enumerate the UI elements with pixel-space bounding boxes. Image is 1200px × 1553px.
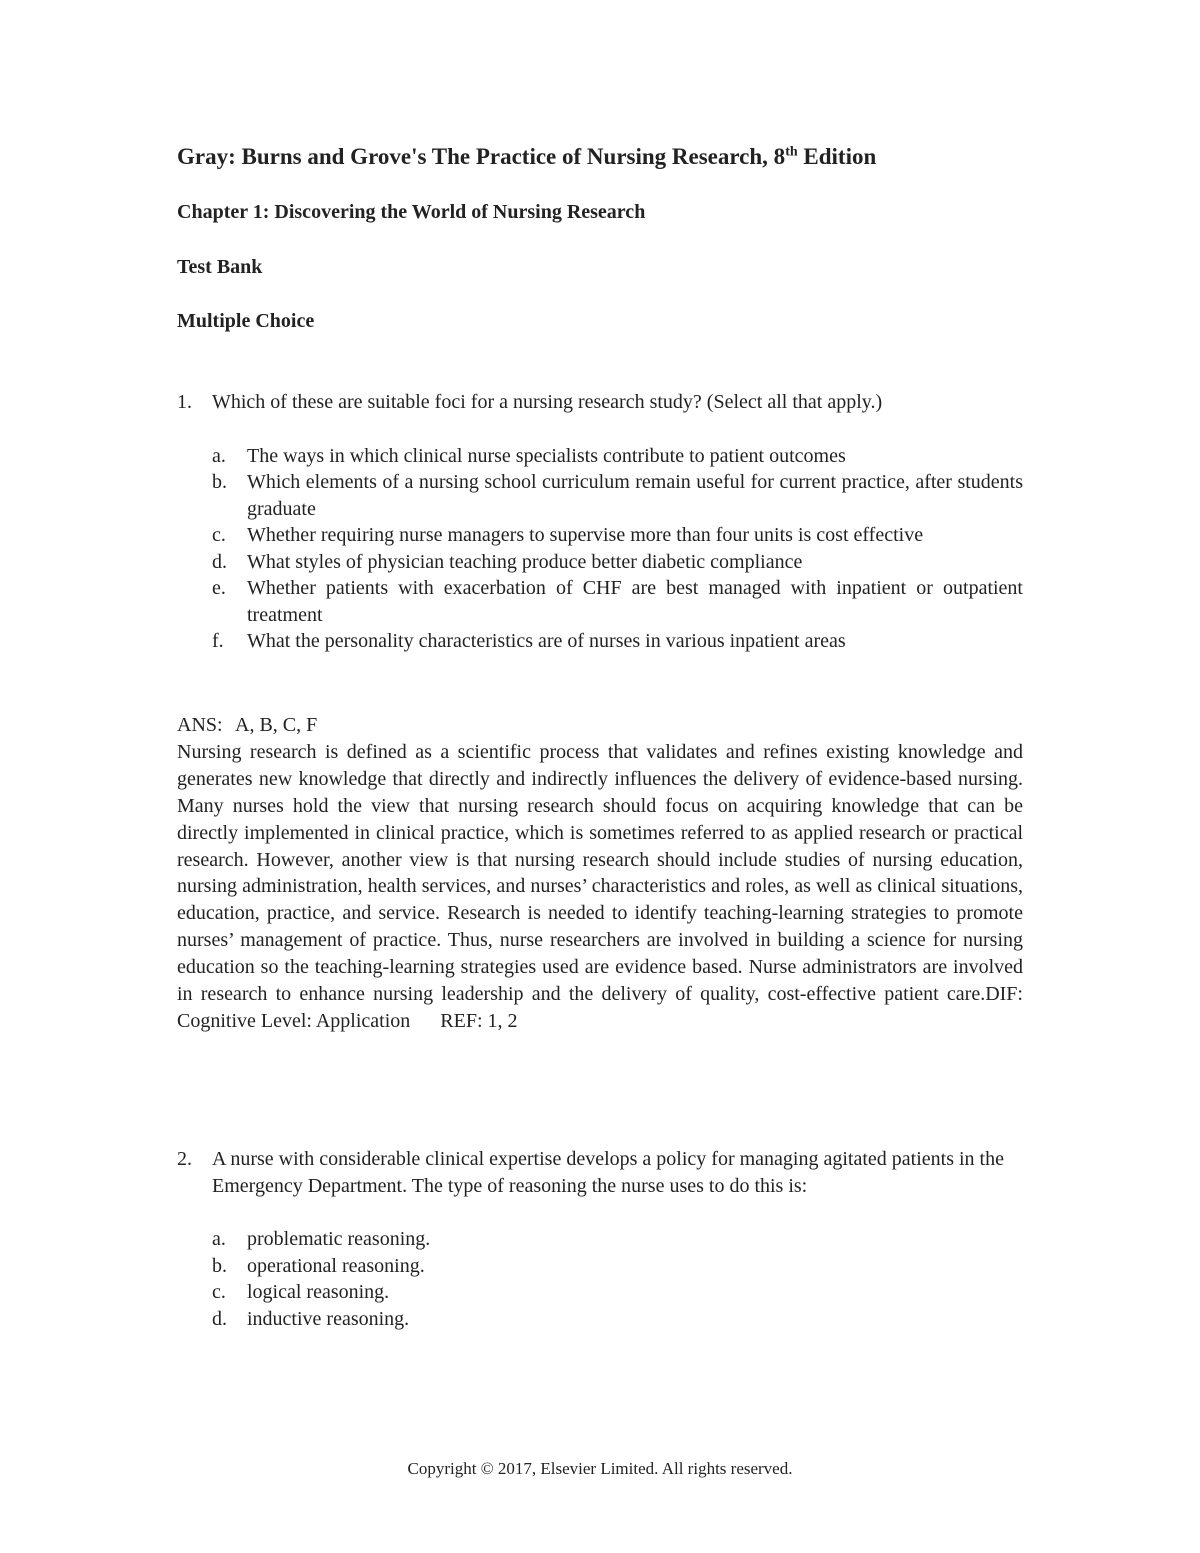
title-suffix: Edition	[797, 144, 877, 169]
option-letter: d.	[212, 1307, 227, 1330]
option-letter: a.	[212, 444, 226, 467]
question-stem: A nurse with considerable clinical expertise develops a policy for managing agitated patients in the Emergency Department. The type of reasoning the nurse uses to do this is:	[212, 1148, 1004, 1197]
option-e	[212, 575, 1023, 628]
question-1	[177, 389, 1023, 655]
difficulty-label: DIF: Cognitive Level: Application	[177, 983, 1023, 1032]
option-letter: b.	[212, 1254, 227, 1277]
option-f	[212, 628, 1023, 655]
question-number: 1.	[177, 391, 192, 413]
option-d	[212, 1306, 1023, 1333]
answer-label: ANS:	[177, 714, 223, 736]
option-b	[212, 469, 1023, 522]
option-c	[212, 522, 1023, 549]
option-text: logical reasoning.	[247, 1281, 390, 1303]
document-title	[177, 142, 876, 172]
option-text: operational reasoning.	[247, 1254, 425, 1277]
answer-value: A, B, C, F	[235, 714, 318, 736]
option-text: inductive reasoning.	[247, 1307, 410, 1330]
question-stem: Which of these are suitable foci for a nursing research study? (Select all that apply.)	[212, 391, 883, 413]
rationale	[177, 739, 1023, 1035]
reference-label: REF: 1, 2	[440, 1009, 518, 1032]
option-letter: c.	[212, 1281, 226, 1303]
chapter-heading: Chapter 1: Discovering the World of Nursing Research	[177, 201, 646, 223]
answer-options	[212, 1226, 1023, 1332]
option-text: Which elements of a nursing school curriculum remain useful for current practice, after students graduate	[247, 471, 1023, 520]
option-letter: f.	[212, 630, 224, 652]
copyright-footer: Copyright © 2017, Elsevier Limited. All rights reserved.	[407, 1459, 793, 1478]
option-letter: d.	[212, 550, 227, 573]
option-a	[212, 1226, 1023, 1253]
option-d	[212, 549, 1023, 576]
option-text: What styles of physician teaching produce better diabetic compliance	[247, 550, 803, 573]
question-number: 2.	[177, 1148, 192, 1170]
option-text: The ways in which clinical nurse specialists contribute to patient outcomes	[247, 444, 846, 467]
option-text: problematic reasoning.	[247, 1228, 431, 1250]
option-text: Whether patients with exacerbation of CHF are best managed with inpatient or outpatient treatment	[247, 577, 1023, 626]
option-a	[212, 443, 1023, 470]
question-2	[177, 1146, 1023, 1332]
answer-options	[212, 443, 1023, 655]
option-text: Whether requiring nurse managers to supervise more than four units is cost effective	[247, 524, 924, 546]
title-text: Gray: Burns and Grove's The Practice of Nursing Research, 8	[177, 144, 786, 169]
option-letter: a.	[212, 1228, 226, 1250]
option-letter: e.	[212, 577, 226, 599]
option-letter: b.	[212, 471, 227, 493]
option-text: What the personality characteristics are of nurses in various inpatient areas	[247, 630, 846, 652]
answer-line	[177, 712, 1023, 739]
section-heading: Test Bank	[177, 256, 263, 278]
question-type-heading: Multiple Choice	[177, 310, 315, 332]
option-b	[212, 1253, 1023, 1280]
rationale-text: Nursing research is defined as a scientific process that validates and refines existing knowledge and generates new knowledge that directly and indirectly influences the delivery of evidence-based nursing. Many nurses hold the view that nursing research should focus on acquiring knowledge that can be directly implemented in clinical practice, which is sometimes referred to as applied research or practical research. However, another view is that nursing research should include studies of nursing education, nursing administration, health services, and nurses’ characteristics and roles, as well as clinical situations, education, practice, and service. Research is needed to identify teaching-learning strategies to promote nurses’ management of practice. Thus, nurse researchers are involved in building a science for nursing education so the teaching-learning strategies used are evidence based. Nurse administrators are involved in research to enhance nursing leadership and the delivery of quality, cost-effective patient care.	[177, 740, 1023, 1006]
option-c	[212, 1279, 1023, 1306]
option-letter: c.	[212, 524, 226, 546]
answer-block-1	[177, 712, 1023, 1035]
title-superscript: th	[785, 144, 798, 160]
